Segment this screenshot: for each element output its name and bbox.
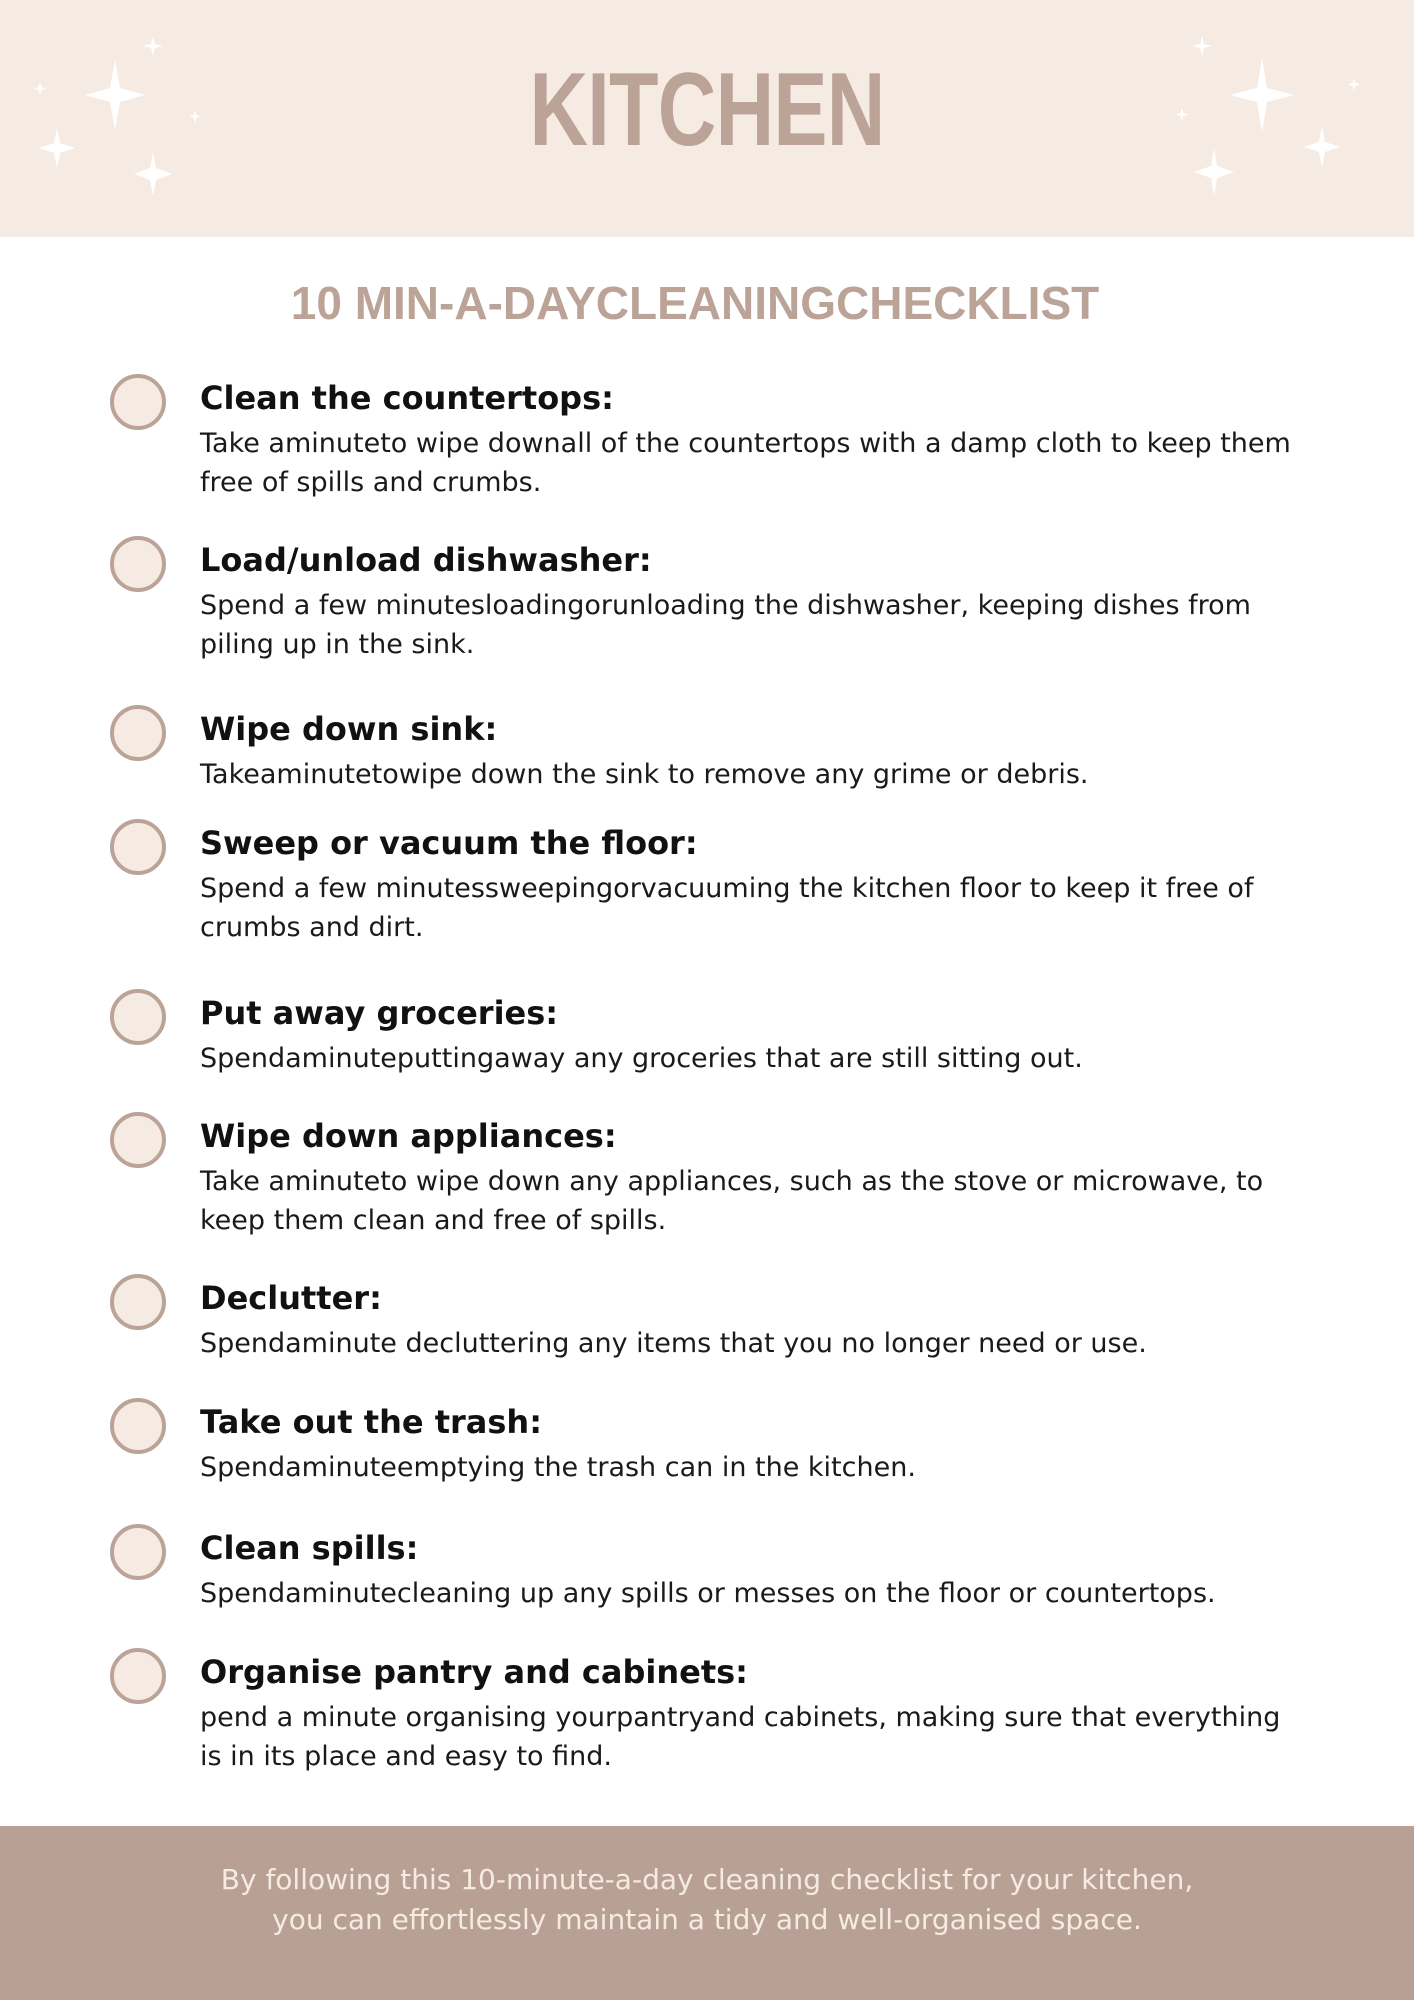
checkbox-pantry[interactable]	[110, 1648, 166, 1704]
item-title: Declutter:	[200, 1279, 382, 1317]
item-title: Take out the trash:	[200, 1403, 542, 1441]
item-description: Spendaminutecleaning up any spills or messes on the floor or countertops.	[200, 1578, 1216, 1609]
item-title: Sweep or vacuum the floor:	[200, 824, 698, 862]
item-description: Spend a few minutesloadingorunloading the dishwasher, keeping dishes from piling up in the sink.	[200, 590, 1251, 660]
checkbox-sink[interactable]	[110, 705, 166, 761]
checkbox-countertops[interactable]	[110, 374, 166, 430]
item-title: Clean the countertops:	[200, 379, 614, 417]
item-description: Spendaminuteemptying the trash can in the kitchen.	[200, 1452, 916, 1483]
sparkles-right-icon	[1174, 0, 1394, 237]
item-title: Load/unload dishwasher:	[200, 541, 652, 579]
item-title: Put away groceries:	[200, 994, 559, 1032]
item-description: Takeaminutetowipe down the sink to remove any grime or debris.	[200, 759, 1089, 790]
item-description: Spend a few minutessweepingorvacuuming the kitchen floor to keep it free of crumbs and dirt.	[200, 873, 1254, 943]
item-description: Spendaminute decluttering any items that you no longer need or use.	[200, 1328, 1147, 1359]
item-title: Wipe down appliances:	[200, 1117, 617, 1155]
item-title: Clean spills:	[200, 1529, 419, 1567]
checklist-subtitle: 10 MIN-A-DAYCLEANINGCHECKLIST	[290, 277, 1100, 329]
item-title: Organise pantry and cabinets:	[200, 1653, 748, 1691]
item-title: Wipe down sink:	[200, 710, 498, 748]
footer-line-1: By following this 10-minute-a-day cleaning checklist for your kitchen,	[220, 1863, 1194, 1896]
checkbox-floor[interactable]	[110, 819, 166, 875]
item-description: Take aminuteto wipe down any appliances, such as the stove or microwave, to keep them clean and free of spills.	[200, 1166, 1264, 1236]
footer-text	[0, 1860, 1414, 1940]
checkbox-appliances[interactable]	[110, 1112, 166, 1168]
page-title: KITCHEN	[529, 52, 885, 168]
checkbox-spills[interactable]	[110, 1524, 166, 1580]
item-description: pend a minute organising yourpantryand cabinets, making sure that everything is in its place and easy to find.	[200, 1702, 1281, 1772]
item-description: Spendaminuteputtingaway any groceries that are still sitting out.	[200, 1043, 1083, 1074]
checkbox-declutter[interactable]	[110, 1274, 166, 1330]
checkbox-trash[interactable]	[110, 1398, 166, 1454]
checkbox-groceries[interactable]	[110, 989, 166, 1045]
footer-line-2: you can effortlessly maintain a tidy and well-organised space.	[272, 1903, 1142, 1936]
item-description: Take aminuteto wipe downall of the countertops with a damp cloth to keep them free of spills and crumbs.	[200, 428, 1291, 498]
header-banner	[0, 0, 1414, 237]
checkbox-dishwasher[interactable]	[110, 536, 166, 592]
footer-banner	[0, 1826, 1414, 2000]
